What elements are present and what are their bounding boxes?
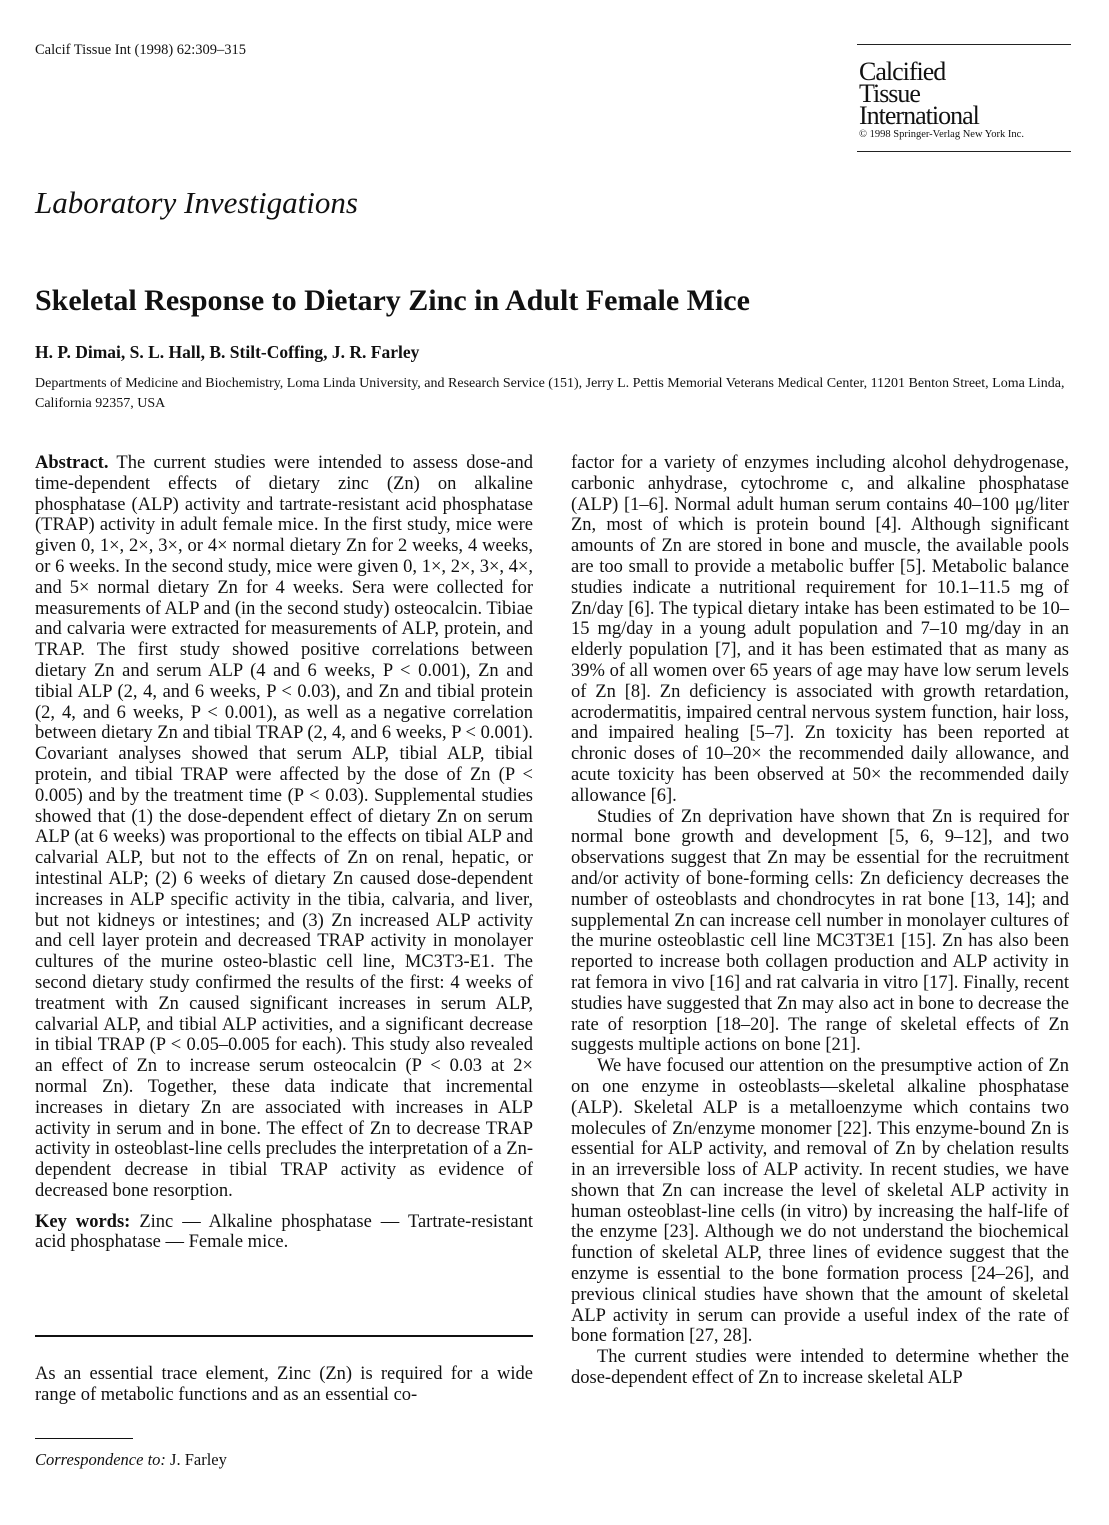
- article-title: Skeletal Response to Dietary Zinc in Adult Female Mice: [35, 284, 750, 317]
- correspondence-label: Correspondence to:: [35, 1450, 166, 1469]
- logo-line-calcified: Calcified: [859, 57, 946, 86]
- logo-line-tissue: Tissue: [859, 79, 920, 108]
- journal-citation: Calcif Tissue Int (1998) 62:309–315: [35, 42, 247, 58]
- abstract: [35, 453, 533, 1202]
- body-paragraph-2: Studies of Zn deprivation have shown that Zn is required for normal bone growth and development [5, 6, 9–12], and two observations suggest that Zn may be essential for the recruitment and/or activity of bone-forming cells: Zn deficiency decreases the number of osteoblasts and chondrocytes in rat bone [13, 14]; and supplemental Zn can increase cell number in monolayer cultures of the murine osteoblastic cell line MC3T3E1 [15]. Zn has also been reported to increase both collagen production and ALP activity in rat femora in vivo [16] and rat calvaria in vitro [17]. Finally, recent studies have suggested that Zn may also act in bone to decrease the rate of resorption [18–20]. The range of skeletal effects of Zn suggests multiple actions on bone [21].: [571, 806, 1069, 1056]
- body-paragraph-4: The current studies were intended to determine whether the dose-dependent effect of Zn to increase skeletal ALP: [571, 1347, 1069, 1389]
- section-heading: Laboratory Investigations: [35, 185, 358, 220]
- journal-logo: [857, 44, 1071, 152]
- logo-line-international: International: [859, 101, 979, 130]
- affiliation: Departments of Medicine and Biochemistry, Loma Linda University, and Research Service (151), Jerry L. Pettis Memorial Veterans Medical Center, 11201 Benton Street, Loma Linda, California 92357, USA: [35, 376, 1065, 411]
- right-column: [571, 453, 1069, 1389]
- abstract-divider: [35, 1335, 533, 1337]
- intro-paragraph: As an essential trace element, Zinc (Zn) is required for a wide range of metabolic functions and as an essential co-: [35, 1364, 533, 1405]
- author-list: H. P. Dimai, S. L. Hall, B. Stilt-Coffing, J. R. Farley: [35, 342, 420, 362]
- body-paragraph-3: We have focused our attention on the presumptive action of Zn on one enzyme in osteoblasts—skeletal alkaline phosphatase (ALP). Skeletal ALP is a metalloenzyme which contains two molecules of Zn/enzyme monomer [22]. This enzyme-bound Zn is essential for ALP activity, and removal of Zn by chelation results in an irreversible loss of ALP activity. In recent studies, we have shown that Zn can increase the level of skeletal ALP activity in human osteoblast-line cells (in vitro) by increasing the half-life of the enzyme [23]. Although we do not understand the biochemical function of skeletal ALP, three lines of evidence suggest that the enzyme is essential to the bone formation process [24–26], and previous clinical studies have shown that the amount of skeletal ALP activity in serum can provide a useful index of the rate of bone formation [27, 28].: [571, 1056, 1069, 1347]
- correspondence-name: J. Farley: [170, 1450, 227, 1469]
- keywords: [35, 1212, 533, 1254]
- keywords-label: Key words:: [35, 1211, 131, 1232]
- abstract-text: The current studies were intended to assess dose-and time-dependent effects of dietary zinc (Zn) on alkaline phosphatase (ALP) activity and tartrate-resistant acid phosphatase (TRAP) activity in adult female mice. In the first study, mice were given 0, 1×, 2×, 3×, or 4× normal dietary Zn for 2 weeks, 4 weeks, or 6 weeks. In the second study, mice were given 0, 1×, 2×, 3×, 4×, and 5× normal dietary Zn for 4 weeks. Sera were collected for measurements of ALP and (in the second study) osteocalcin. Tibiae and calvaria were extracted for measurements of ALP, protein, and TRAP. The first study showed positive correlations between dietary Zn and serum ALP (4 and 6 weeks, P < 0.001), Zn and tibial ALP (2, 4, and 6 weeks, P < 0.03), and Zn and tibial protein (2, 4, and 6 weeks, P < 0.001), as well as a negative correlation between dietary Zn and tibial TRAP (2, 4, and 6 weeks, P < 0.001). Covariant analyses showed that serum ALP, tibial ALP, tibial protein, and tibial TRAP were affected by the dose of Zn (P < 0.005) and by the treatment time (P < 0.03). Supplemental studies showed that (1) the dose-dependent effect of dietary Zn on serum ALP (at 6 weeks) was proportional to the effects on tibial ALP and calvarial ALP, but not to the effects of Zn on renal, hepatic, or intestinal ALP; (2) 6 weeks of dietary Zn caused dose-dependent increases in ALP specific activity in the tibia, calvaria, and liver, but not kidneys or intestines; and (3) Zn increased ALP activity and cell layer protein and decreased TRAP activity in monolayer cultures of the murine osteo-blastic cell line, MC3T3-E1. The second dietary study confirmed the results of the first: 4 weeks of treatment with Zn caused significant increases in serum ALP, calvarial ALP, and tibial ALP activities, and a significant decrease in tibial TRAP (P < 0.05–0.005 for each). This study also revealed an effect of Zn to increase serum osteocalcin (P < 0.03 at 2× normal Zn). Together, these data indicate that incremental increases in dietary Zn are associated with increases in ALP activity in serum and in bone. The effect of Zn to decrease TRAP activity in osteoblast-line cells precludes the interpretation of a Zn-dependent decrease in tibial TRAP activity as evidence of decreased bone resorption.: [35, 453, 533, 1201]
- correspondence-note: [35, 1450, 227, 1470]
- left-column: [35, 453, 533, 1253]
- keywords-text: Zinc — Alkaline phosphatase — Tartrate-resistant acid phosphatase — Female mice.: [35, 1211, 533, 1253]
- copyright-notice: © 1998 Springer-Verlag New York Inc.: [859, 129, 1024, 140]
- body-paragraph-1: factor for a variety of enzymes including alcohol dehydrogenase, carbonic anhydrase, cytochrome c, and alkaline phosphatase (ALP) [1–6]. Normal adult human serum contains 40–100 μg/liter Zn, most of which is protein bound [4]. Although significant amounts of Zn are stored in bone and muscle, the available pools are too small to provide a metabolic buffer [5]. Metabolic balance studies indicate a nutritional requirement for 10.1–11.5 mg of Zn/day [6]. The typical dietary intake has been estimated to be 10–15 mg/day in a young adult population and 7–10 mg/day in an elderly population [7], and it has been estimated that as many as 39% of all women over 65 years of age may have low serum levels of Zn [8]. Zn deficiency is associated with growth retardation, acrodermatitis, impaired central nervous system function, hair loss, and impaired healing [5–7]. Zn toxicity has been reported at chronic doses of 10–20× the recommended daily allowance, and acute toxicity has been observed at 50× the recommended daily allowance [6].: [571, 453, 1069, 806]
- abstract-label: Abstract.: [35, 453, 109, 473]
- footnote-divider: [35, 1438, 133, 1439]
